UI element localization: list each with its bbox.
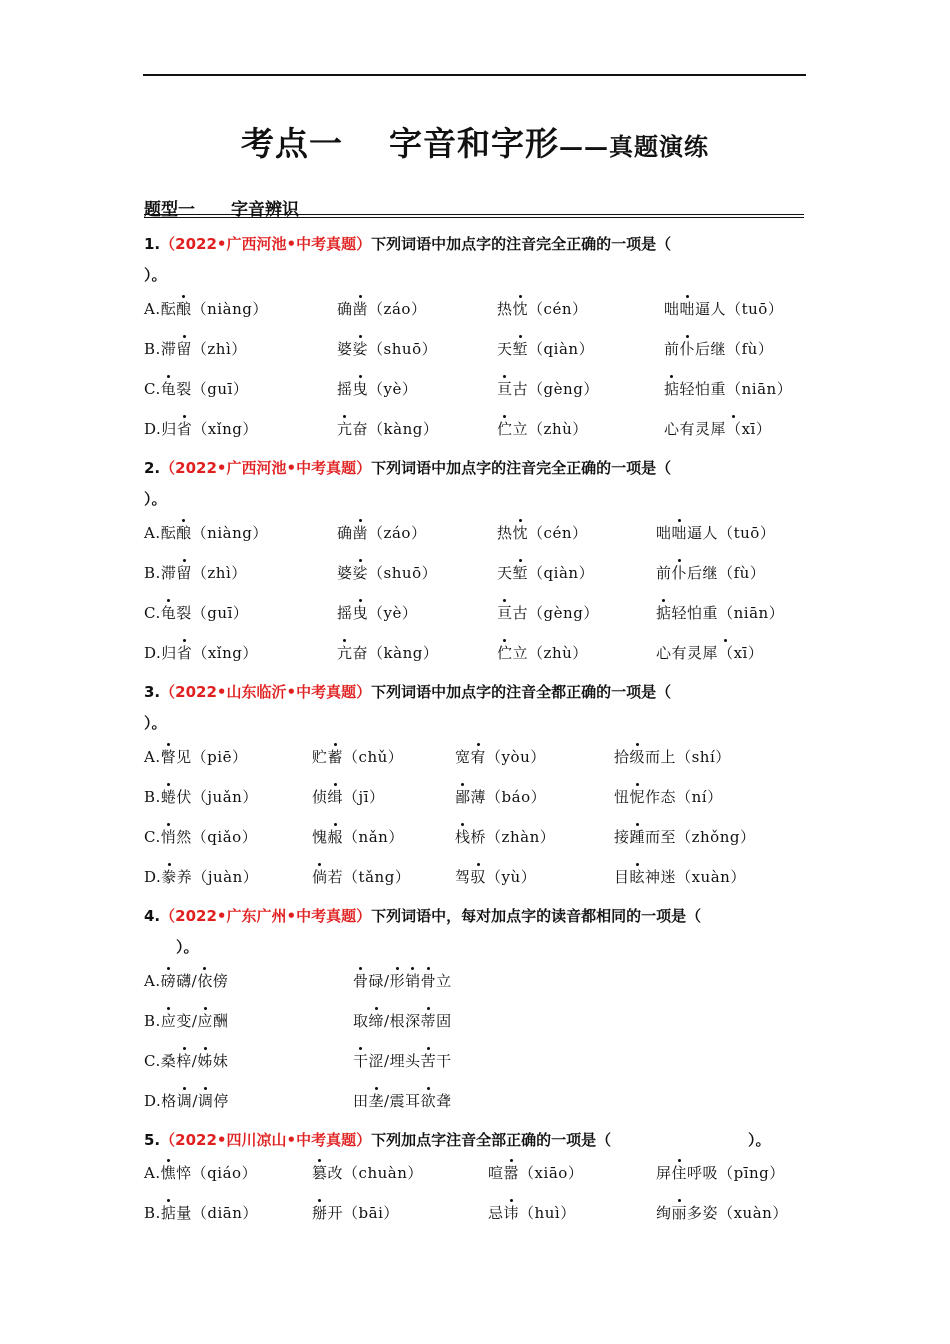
emphasis-char: 蜷 [160, 788, 177, 806]
option-item: 接踵而至（zhǒng） [614, 828, 756, 846]
question-text: 下列词语中加点字的注音全都正确的一项是（ [371, 683, 672, 701]
answer-option[interactable]: D.归省（xǐng） [144, 644, 258, 662]
emphasis-char: 垄 [368, 1092, 385, 1110]
option-item: 掰开（bāi） [312, 1204, 399, 1222]
emphasis-char: 忱 [512, 524, 529, 542]
question-source: （2022•山东临沂•中考真题） [160, 683, 372, 701]
option-item: 拾级而上（shí） [614, 748, 731, 766]
option-item: 取缔/根深蒂固 [353, 1012, 452, 1030]
title-main: 考点一 [241, 124, 343, 163]
option-item: 掂轻怕重（niān） [664, 380, 793, 398]
option-item: 愧赧（nǎn） [312, 828, 404, 846]
emphasis-char: 驭 [470, 868, 487, 886]
answer-option[interactable]: D.归省（xǐng） [144, 420, 258, 438]
option-item: 亘古（gèng） [497, 380, 599, 398]
emphasis-char: 伫 [497, 644, 513, 662]
emphasis-char: 亢 [337, 420, 353, 438]
question-stem [144, 457, 671, 478]
option-item: 天堑（qiàn） [497, 564, 595, 582]
option-item: 鄙薄（báo） [455, 788, 547, 806]
emphasis-char: 磅 [160, 972, 177, 990]
emphasis-char: 丽 [671, 1204, 688, 1222]
question-text: 下列词语中加点字的注音完全正确的一项是（ [371, 459, 672, 477]
emphasis-char: 苦 [420, 1052, 437, 1070]
emphasis-char: （ [726, 420, 742, 438]
option-item: 栈桥（zhàn） [455, 828, 556, 846]
question-close: ）。 [144, 266, 167, 284]
option-item: 忸怩作态（ní） [614, 788, 723, 806]
question-close: ）。 [144, 714, 167, 732]
emphasis-char: 堑 [512, 340, 529, 358]
option-item: 咄咄逼人（tuō） [656, 524, 776, 542]
answer-option[interactable]: D.豢养（juàn） [144, 868, 259, 886]
question-source: （2022•广西河池•中考真题） [160, 459, 372, 477]
option-item: 确凿（záo） [337, 300, 427, 318]
emphasis-char: 娑 [352, 340, 369, 358]
question-source: （2022•广西河池•中考真题） [160, 235, 372, 253]
emphasis-char: 调 [176, 1092, 193, 1110]
answer-option[interactable]: A.憔悴（qiáo） [144, 1164, 258, 1182]
emphasis-char: （ [718, 644, 734, 662]
emphasis-char: 姊 [197, 1052, 213, 1070]
emphasis-char: 忱 [512, 300, 529, 318]
emphasis-char: 掂 [160, 1204, 177, 1222]
emphasis-char: 级 [629, 748, 646, 766]
emphasis-char: 曳 [352, 604, 369, 622]
emphasis-char: 住 [671, 1164, 688, 1182]
title-sub: ——真题演练 [559, 132, 709, 161]
emphasis-char: 讳 [503, 1204, 520, 1222]
answer-option[interactable]: A.磅礴/依傍 [144, 972, 229, 990]
emphasis-char: 形 [389, 972, 406, 990]
emphasis-char: 亘 [497, 604, 513, 622]
answer-option[interactable]: B.滞留（zhì） [144, 564, 247, 582]
answer-option[interactable]: D.格调/调停 [144, 1092, 229, 1110]
emphasis-char: 掂 [656, 604, 672, 622]
answer-option[interactable]: B.掂量（diān） [144, 1204, 258, 1222]
option-item: 宽宥（yòu） [455, 748, 546, 766]
emphasis-char: 凿 [352, 300, 369, 318]
emphasis-char: 销 [405, 972, 421, 990]
emphasis-char: 赧 [327, 828, 344, 846]
emphasis-char: 伫 [497, 420, 513, 438]
option-item: 田垄/震耳欲聋 [353, 1092, 452, 1110]
question-number: 3. [144, 683, 161, 701]
emphasis-char: 骨 [353, 972, 369, 990]
emphasis-char: 亘 [497, 380, 513, 398]
question-close: ）。 [176, 938, 199, 956]
section-label: 题型一 [144, 200, 195, 220]
option-item: 热忱（cén） [497, 524, 588, 542]
emphasis-char: 宥 [470, 748, 487, 766]
option-item: 驾驭（yù） [455, 868, 537, 886]
emphasis-char: 骨 [420, 972, 437, 990]
option-item: 篡改（chuàn） [312, 1164, 423, 1182]
answer-option[interactable]: A.酝酿（niàng） [144, 524, 268, 542]
emphasis-char: 踵 [629, 828, 646, 846]
option-item: 伫立（zhù） [497, 644, 588, 662]
option-item: 亢奋（kàng） [337, 644, 439, 662]
option-item: 亢奋（kàng） [337, 420, 439, 438]
question-close: ）。 [748, 1131, 771, 1149]
emphasis-char: 眩 [629, 868, 646, 886]
option-item: 热忱（cén） [497, 300, 588, 318]
option-item: 屏住呼吸（pīng） [656, 1164, 785, 1182]
question-close: ）。 [144, 490, 167, 508]
answer-option[interactable]: A.酝酿（niàng） [144, 300, 268, 318]
option-item: 婆娑（shuō） [337, 340, 438, 358]
question-stem [144, 905, 701, 926]
answer-option[interactable]: C.桑梓/姊妹 [144, 1052, 229, 1070]
emphasis-char: 鄙 [455, 788, 471, 806]
emphasis-char: 仆 [671, 564, 688, 582]
option-item: 伫立（zhù） [497, 420, 588, 438]
option-item: 忌讳（huì） [488, 1204, 576, 1222]
emphasis-char: 怩 [629, 788, 646, 806]
emphasis-char: 省 [176, 420, 193, 438]
emphasis-char: 咄 [671, 524, 688, 542]
answer-option[interactable]: B.应变/应酬 [144, 1012, 229, 1030]
question-number: 5. [144, 1131, 161, 1149]
emphasis-char: 仆 [679, 340, 696, 358]
option-item: 天堑（qiàn） [497, 340, 595, 358]
emphasis-char: 干 [353, 1052, 369, 1070]
answer-option[interactable]: B.滞留（zhì） [144, 340, 247, 358]
emphasis-char: 掂 [664, 380, 680, 398]
answer-option[interactable]: C.龟裂（guī） [144, 604, 249, 622]
answer-option[interactable]: C.悄然（qiǎo） [144, 828, 258, 846]
emphasis-char: 梓 [176, 1052, 192, 1070]
emphasis-char: 嚣 [503, 1164, 520, 1182]
emphasis-char: 缉 [327, 788, 344, 806]
question-text: 下列词语中加点字的注音完全正确的一项是（ [371, 235, 672, 253]
option-item: 摇曳（yè） [337, 380, 418, 398]
answer-option[interactable]: A.瞥见（piē） [144, 748, 248, 766]
emphasis-char: 省 [176, 644, 193, 662]
header-rule [143, 74, 806, 76]
emphasis-char: 龟 [160, 604, 177, 622]
option-item: 骨碌/形销骨立 [353, 972, 452, 990]
emphasis-char: 咄 [679, 300, 696, 318]
option-item: 心有灵犀（xī） [664, 420, 772, 438]
page-title [0, 118, 950, 165]
question-source: （2022•四川凉山•中考真题） [160, 1131, 372, 1149]
emphasis-char: 调 [197, 1092, 214, 1110]
emphasis-char: 瞥 [160, 748, 177, 766]
emphasis-char: 倘 [312, 868, 328, 886]
emphasis-char: 酿 [176, 524, 192, 542]
emphasis-char: 蓄 [327, 748, 344, 766]
emphasis-char: 娑 [352, 564, 369, 582]
question-stem [144, 681, 671, 702]
option-item: 掂轻怕重（niān） [656, 604, 785, 622]
emphasis-char: 亢 [337, 644, 353, 662]
option-item: 目眩神迷（xuàn） [614, 868, 746, 886]
emphasis-char: 篡 [312, 1164, 328, 1182]
answer-option[interactable]: B.蜷伏（juǎn） [144, 788, 258, 806]
emphasis-char: 缔 [368, 1012, 385, 1030]
option-item: 前仆后继（fù） [664, 340, 774, 358]
option-item: 贮蓄（chǔ） [312, 748, 404, 766]
question-stem [144, 233, 671, 254]
option-item: 侦缉（jī） [312, 788, 385, 806]
option-item: 咄咄逼人（tuō） [664, 300, 784, 318]
emphasis-char: 憔 [160, 1164, 177, 1182]
emphasis-char: 应 [197, 1012, 213, 1030]
question-text: 下列词语中，每对加点字的读音都相同的一项是（ [371, 907, 702, 925]
question-number: 4. [144, 907, 161, 925]
emphasis-char: 依 [197, 972, 213, 990]
question-number: 1. [144, 235, 161, 253]
emphasis-char: 欲 [420, 1092, 437, 1110]
option-item: 婆娑（shuō） [337, 564, 438, 582]
emphasis-char: 留 [176, 564, 192, 582]
section-rule [144, 214, 804, 215]
emphasis-char: 堑 [512, 564, 529, 582]
title-topic: 字音和字形 [389, 124, 559, 163]
emphasis-char: 酿 [176, 300, 192, 318]
emphasis-char: 蒂 [420, 1012, 437, 1030]
emphasis-char: 应 [160, 1012, 177, 1030]
emphasis-char: 凿 [352, 524, 369, 542]
section-name: 字音辨识 [231, 200, 299, 220]
emphasis-char: 豢 [161, 868, 177, 886]
question-source: （2022•广东广州•中考真题） [160, 907, 372, 925]
option-item: 干涩/埋头苦干 [353, 1052, 452, 1070]
emphasis-char: 掰 [312, 1204, 328, 1222]
emphasis-char: 悄 [160, 828, 177, 846]
emphasis-char: 留 [176, 340, 192, 358]
option-item: 倘若（tǎng） [312, 868, 411, 886]
question-number: 2. [144, 459, 161, 477]
question-stem [144, 1129, 611, 1150]
option-item: 绚丽多姿（xuàn） [656, 1204, 788, 1222]
section-rule [144, 217, 804, 218]
answer-option[interactable]: C.龟裂（guī） [144, 380, 249, 398]
emphasis-char: 龟 [160, 380, 177, 398]
emphasis-char: 栈 [455, 828, 471, 846]
option-item: 前仆后继（fù） [656, 564, 766, 582]
option-item: 摇曳（yè） [337, 604, 418, 622]
option-item: 喧嚣（xiāo） [488, 1164, 584, 1182]
option-item: 确凿（záo） [337, 524, 427, 542]
option-item: 心有灵犀（xī） [656, 644, 764, 662]
question-text: 下列加点字注音全部正确的一项是（ [371, 1131, 612, 1149]
emphasis-char: 曳 [352, 380, 369, 398]
option-item: 亘古（gèng） [497, 604, 599, 622]
